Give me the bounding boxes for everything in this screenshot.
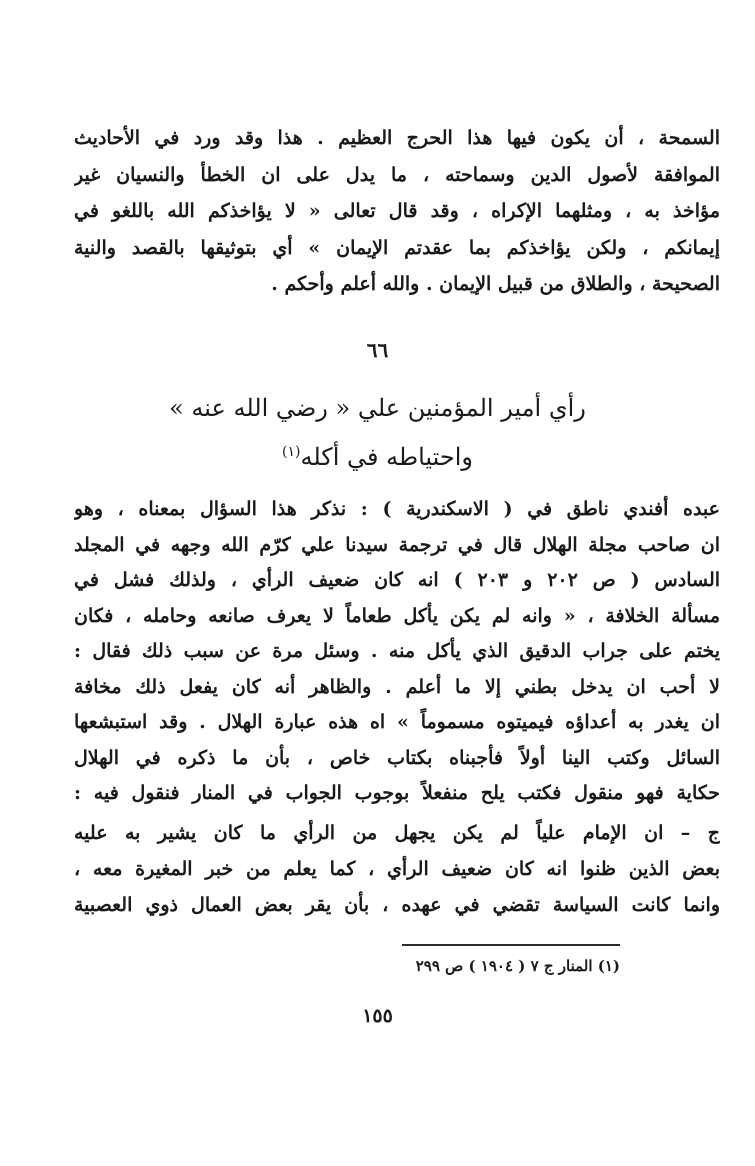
answer-paragraph bbox=[74, 815, 720, 923]
text-line: ان صاحب مجلة الهلال قال في ترجمة سيدنا علي كرّم الله وجهه في المجلد bbox=[74, 533, 720, 556]
title-footnote-marker: (١) bbox=[282, 444, 301, 460]
text-line: إيمانكم ، ولكن يؤاخذكم بما عقدتم الإيمان » أي بتوثيقها بالقصد والنية bbox=[74, 236, 720, 259]
text-line: لا أحب ان يدخل بطني إلا ما أعلم . والظاهر أنه كان يفعل ذلك مخافة bbox=[74, 675, 720, 698]
question-paragraph bbox=[74, 492, 720, 812]
text-line: بعض الذين ظنوا انه كان ضعيف الرأي ، كما يعلم من خبر المغيرة معه ، bbox=[74, 858, 720, 880]
fatwa-title bbox=[150, 386, 605, 479]
text-line: ج – ان الإمام علياً لم يكن يجهل من الرأي ما كان يشير به عليه bbox=[74, 822, 720, 844]
text-line: السمحة ، أن يكون فيها هذا الحرج العظيم . هذا وقد ورد في الأحاديث bbox=[74, 127, 720, 149]
footnote: (١) المنار ج ٧ ( ١٩٠٤ ) ص ٢٩٩ bbox=[415, 957, 620, 975]
text-line: الصحيحة ، والطلاق من قبيل الإيمان . والله أعلم وأحكم . bbox=[271, 273, 720, 295]
page-number: ١٥٥ bbox=[362, 1005, 393, 1027]
text-line: السادس ( ص ٢٠٢ و ٢٠٣ ) انه كان ضعيف الرأي ، ولذلك فشل في bbox=[74, 569, 720, 591]
text-line: مسألة الخلافة ، « وانه لم يكن يأكل طعاماً لا يعرف صانعه وحامله ، فكان bbox=[74, 604, 720, 627]
text-line: حكاية فهو منقول فكتب يلح منفعلاً بوجوب الجواب في المنار فنقول فيه : bbox=[74, 782, 720, 804]
title-line-1: رأي أمير المؤمنين علي « رضي الله عنه » bbox=[169, 394, 586, 422]
text-line: يختم على جراب الدقيق الذي يأكل منه . وسئل مرة عن سبب ذلك فقال : bbox=[74, 640, 720, 662]
title-line-2-text: واحتياطه في أكله bbox=[300, 443, 473, 471]
fatwa-number: ٦٦ bbox=[366, 338, 389, 362]
continued-paragraph bbox=[74, 120, 720, 303]
title-line-2 bbox=[150, 430, 605, 479]
text-line: ان يغدر به أعداؤه فيميتوه مسموماً » اه هذه عبارة الهلال . وقد استبشعها bbox=[74, 711, 720, 733]
text-line: مؤاخذ به ، ومثلهما الإكراه ، وقد قال تعالى « لا يؤاخذكم الله باللغو في bbox=[74, 200, 720, 222]
text-line: وانما كانت السياسة تقضي في عهده ، بأن يقر بعض العمال ذوي العصبية bbox=[74, 894, 720, 916]
text-line: السائل وكتب الينا أولاً فأجبناه بكتاب خاص ، بأن ما ذكره في الهلال bbox=[74, 746, 720, 769]
text-line: الموافقة لأصول الدين وسماحته ، ما يدل على ان الخطأ والنسيان غير bbox=[74, 163, 720, 186]
footnote-divider bbox=[402, 944, 620, 946]
text-line: عبده أفندي ناطق في ( الاسكندرية ) : نذكر هذا السؤال بمعناه ، وهو bbox=[74, 498, 720, 520]
